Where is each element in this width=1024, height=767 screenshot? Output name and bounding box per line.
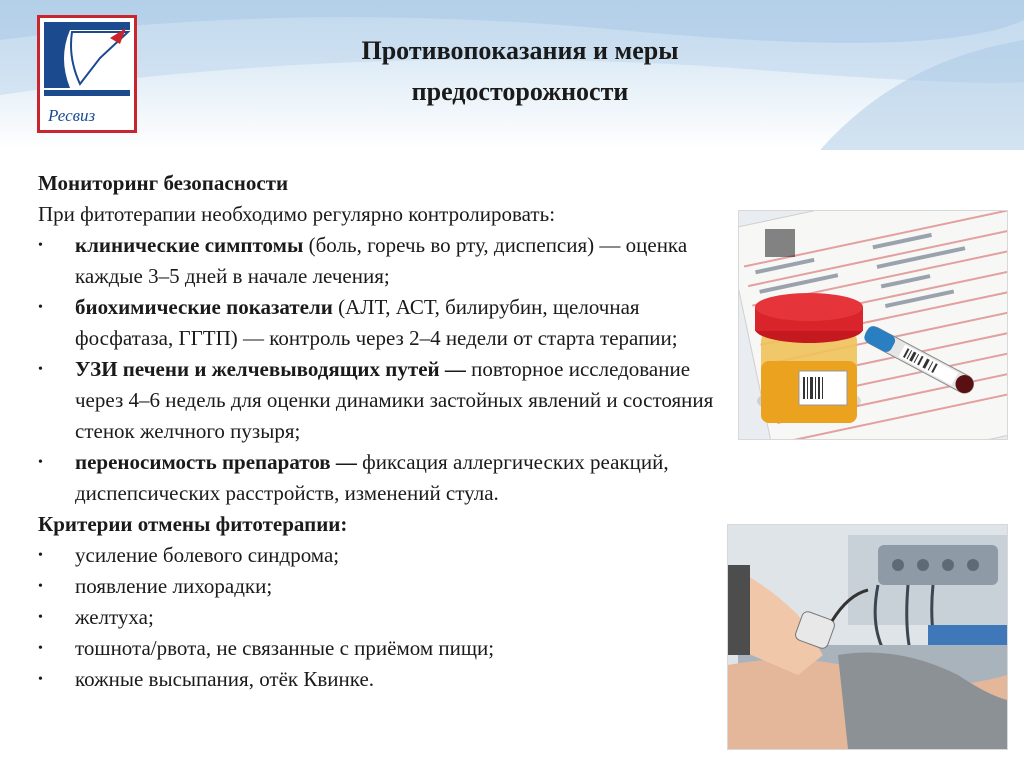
title-line-2: предосторожности <box>411 77 629 106</box>
item-text: фиксация аллергических реакций, диспепсических расстройств, изменений стула. <box>75 450 669 505</box>
list-item <box>38 354 738 447</box>
lab-sample-photo <box>738 210 1008 440</box>
monitoring-intro: При фитотерапии необходимо регулярно контролировать: <box>38 202 556 226</box>
item-text: повторное исследование через 4–6 недель для оценки динамики застойных явлений и состояния стенок желчного пузыря; <box>75 357 714 443</box>
list-item: • усиление болевого синдрома; <box>38 540 738 571</box>
logo-text: Ресвиз <box>48 106 96 125</box>
slide-content <box>38 168 738 695</box>
ultrasound-illustration <box>728 525 1007 749</box>
list-item: • появление лихорадки; <box>38 571 738 602</box>
item-bold: биохимические показатели <box>75 295 333 319</box>
list-item: • желтуха; <box>38 602 738 633</box>
item-bold: УЗИ печени и желчевыводящих путей — <box>75 357 466 381</box>
criteria-list <box>38 540 738 695</box>
item-bold: клинические симптомы <box>75 233 304 257</box>
lab-sample-illustration <box>739 211 1007 439</box>
item-text: (АЛТ, АСТ, билирубин, щелочная фосфатаза, ГГТП) — контроль через 2–4 недели от старта терапии; <box>75 295 678 350</box>
monitoring-heading: Мониторинг безопасности <box>38 171 289 195</box>
title-line-1: Противопоказания и меры <box>361 36 679 65</box>
list-item: • тошнота/рвота, не связанные с приёмом пищи; <box>38 633 738 664</box>
monitoring-list <box>38 230 738 509</box>
list-item: • кожные высыпания, отёк Квинке. <box>38 664 738 695</box>
list-item <box>38 292 738 354</box>
ultrasound-photo <box>727 524 1008 750</box>
resviz-logo <box>37 15 137 133</box>
item-text: (боль, горечь во рту, диспепсия) — оценка каждые 3–5 дней в начале лечения; <box>75 233 688 288</box>
item-bold: переносимость препаратов — <box>75 450 357 474</box>
list-item <box>38 230 738 292</box>
list-item <box>38 447 738 509</box>
slide-title <box>280 30 760 112</box>
criteria-heading: Критерии отмены фитотерапии: <box>38 512 348 536</box>
